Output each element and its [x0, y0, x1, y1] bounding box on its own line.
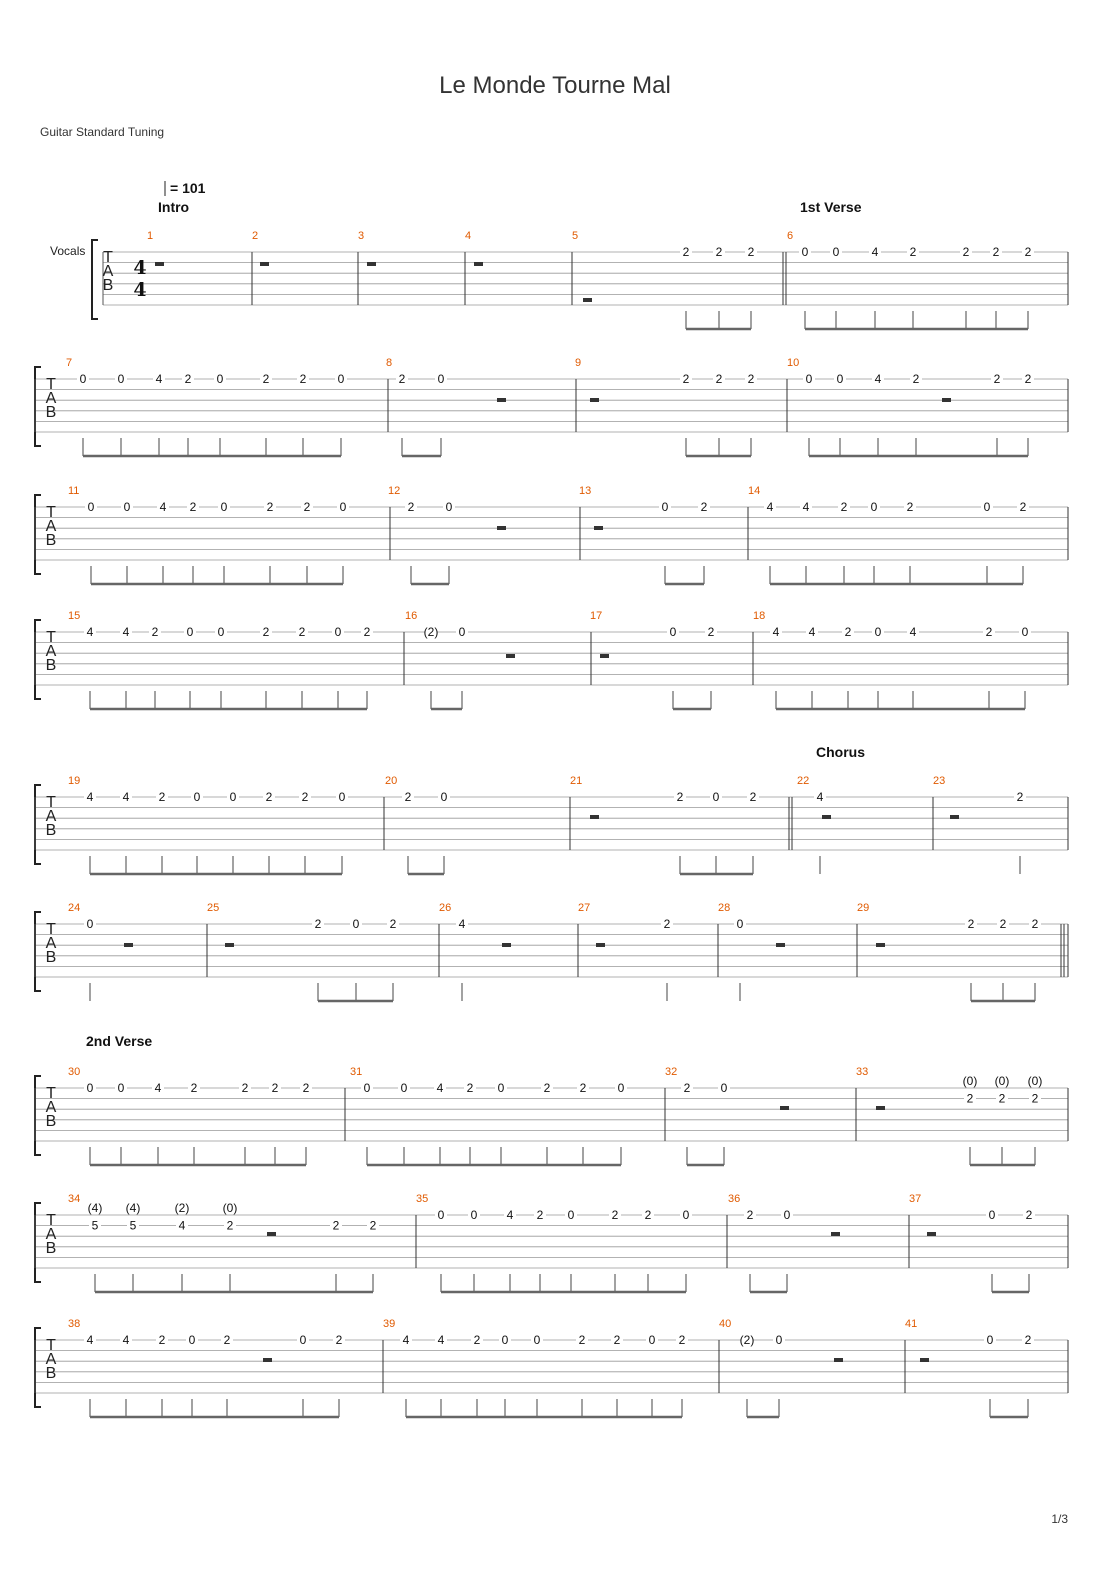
- measure-number: 15: [68, 610, 81, 622]
- time-sig-bottom: 4: [133, 279, 147, 301]
- rest-mark: [920, 1358, 929, 1362]
- rest-mark: [780, 1106, 789, 1110]
- fret-number: 2: [1031, 1091, 1039, 1106]
- fret-number: 0: [299, 1333, 307, 1347]
- rest-mark: [596, 943, 605, 947]
- tab-letter: B: [45, 1240, 57, 1257]
- fret-number: 2: [746, 1208, 754, 1222]
- fret-number: 5: [129, 1218, 137, 1233]
- tab-letter: A: [45, 935, 57, 952]
- tab-letter: T: [46, 794, 56, 811]
- fret-number: 2: [302, 1081, 310, 1095]
- section-label: 1st Verse: [800, 199, 862, 215]
- rest-mark: [834, 1358, 843, 1362]
- fret-number: 0: [440, 790, 448, 804]
- rest-mark: [950, 815, 959, 819]
- measure-number: 28: [718, 902, 731, 914]
- fret-number: 2: [747, 372, 755, 386]
- tab-letter: A: [45, 518, 57, 535]
- measure-number: 12: [388, 485, 401, 497]
- rest-mark: [583, 298, 592, 302]
- fret-number: 0: [87, 500, 95, 514]
- fret-number: 2: [271, 1081, 279, 1095]
- fret-number: 0: [988, 1208, 996, 1222]
- fret-number: 4: [402, 1333, 410, 1347]
- tab-letter: B: [45, 532, 57, 549]
- fret-number: 0: [533, 1333, 541, 1347]
- rest-mark: [502, 943, 511, 947]
- fret-number: 2: [682, 372, 690, 386]
- fret-number: 2: [241, 1081, 249, 1095]
- fret-number: 0: [86, 1081, 94, 1095]
- measure-number: 19: [68, 775, 81, 787]
- fret-number: 2: [966, 1091, 974, 1106]
- fret-number: 0: [870, 500, 878, 514]
- measure-number: 34: [68, 1193, 81, 1205]
- fret-number: (4): [87, 1201, 103, 1215]
- fret-number: 0: [216, 372, 224, 386]
- measure-number: 16: [405, 610, 418, 622]
- rest-mark: [831, 1232, 840, 1236]
- fret-number: 0: [470, 1208, 478, 1222]
- fret-number: 0: [1021, 625, 1029, 639]
- measure-number: 1: [147, 230, 154, 242]
- measure-number: 20: [385, 775, 398, 787]
- fret-number: 2: [314, 917, 322, 931]
- fret-number: (4): [125, 1201, 141, 1215]
- fret-number: 2: [840, 500, 848, 514]
- fret-number: 0: [669, 625, 677, 639]
- fret-number: 2: [298, 625, 306, 639]
- fret-number: 0: [400, 1081, 408, 1095]
- fret-number: 2: [262, 625, 270, 639]
- fret-number: (0): [962, 1074, 978, 1088]
- fret-number: 2: [578, 1333, 586, 1347]
- rest-mark: [600, 654, 609, 658]
- tab-letter: B: [45, 1113, 57, 1130]
- fret-number: 0: [874, 625, 882, 639]
- fret-number: 2: [747, 245, 755, 259]
- rest-mark: [590, 815, 599, 819]
- fret-number: 4: [766, 500, 774, 514]
- fret-number: 0: [229, 790, 237, 804]
- fret-number: 2: [303, 500, 311, 514]
- fret-number: 2: [992, 245, 1000, 259]
- fret-number: 0: [682, 1208, 690, 1222]
- fret-number: 0: [648, 1333, 656, 1347]
- fret-number: 2: [466, 1081, 474, 1095]
- section-label: 2nd Verse: [86, 1033, 153, 1049]
- tab-letter: T: [46, 1212, 56, 1229]
- fret-number: 4: [871, 245, 879, 259]
- fret-number: 2: [700, 500, 708, 514]
- fret-number: 0: [437, 1208, 445, 1222]
- fret-number: 0: [338, 790, 346, 804]
- fret-number: 2: [682, 245, 690, 259]
- measure-number: 32: [665, 1066, 678, 1078]
- fret-number: 2: [906, 500, 914, 514]
- rest-mark: [474, 262, 483, 266]
- tab-letter: T: [46, 504, 56, 521]
- measure-number: 25: [207, 902, 220, 914]
- fret-number: 2: [1016, 790, 1024, 804]
- measure-number: 22: [797, 775, 810, 787]
- fret-number: 0: [720, 1081, 728, 1095]
- fret-number: 4: [808, 625, 816, 639]
- fret-number: 4: [178, 1218, 186, 1233]
- rest-mark: [876, 1106, 885, 1110]
- fret-number: 0: [186, 625, 194, 639]
- rest-mark: [776, 943, 785, 947]
- fret-number: 0: [458, 625, 466, 639]
- rest-mark: [822, 815, 831, 819]
- fret-number: 2: [223, 1333, 231, 1347]
- tab-letter: A: [102, 263, 114, 280]
- measure-number: 29: [857, 902, 870, 914]
- measure-number: 24: [68, 902, 81, 914]
- measure-number: 7: [66, 357, 73, 369]
- fret-number: 0: [117, 372, 125, 386]
- fret-number: 2: [1024, 372, 1032, 386]
- measure-number: 3: [358, 230, 365, 242]
- measure-number: 17: [590, 610, 603, 622]
- fret-number: (2): [423, 625, 439, 639]
- fret-number: 2: [1031, 917, 1039, 931]
- fret-number: 0: [983, 500, 991, 514]
- tab-letter: T: [46, 1337, 56, 1354]
- system-bracket: [92, 240, 98, 319]
- fret-number: 0: [712, 790, 720, 804]
- fret-number: 4: [154, 1081, 162, 1095]
- fret-number: 2: [707, 625, 715, 639]
- fret-number: 2: [404, 790, 412, 804]
- measure-number: 2: [252, 230, 259, 242]
- fret-number: 0: [117, 1081, 125, 1095]
- fret-number: 4: [122, 790, 130, 804]
- fret-number: 2: [301, 790, 309, 804]
- measure-number: 36: [728, 1193, 741, 1205]
- measure-number: 6: [787, 230, 794, 242]
- measure-number: 31: [350, 1066, 363, 1078]
- tab-letter: A: [45, 643, 57, 660]
- fret-number: 2: [676, 790, 684, 804]
- fret-number: 0: [445, 500, 453, 514]
- measure-number: 33: [856, 1066, 869, 1078]
- measure-number: 35: [416, 1193, 429, 1205]
- tab-letter: A: [45, 1351, 57, 1368]
- tab-letter: A: [45, 808, 57, 825]
- fret-number: 2: [1019, 500, 1027, 514]
- tempo-marking: = 101: [170, 180, 206, 196]
- fret-number: 4: [874, 372, 882, 386]
- fret-number: 0: [86, 917, 94, 931]
- fret-number: 0: [188, 1333, 196, 1347]
- fret-number: 2: [998, 1091, 1006, 1106]
- tuning-label: Guitar Standard Tuning: [40, 125, 165, 139]
- measure-number: 23: [933, 775, 946, 787]
- fret-number: 0: [567, 1208, 575, 1222]
- fret-number: 0: [363, 1081, 371, 1095]
- rest-mark: [876, 943, 885, 947]
- page-number: 1/3: [1051, 1512, 1068, 1526]
- fret-number: 4: [437, 1333, 445, 1347]
- fret-number: 0: [805, 372, 813, 386]
- fret-number: 0: [661, 500, 669, 514]
- fret-number: 0: [836, 372, 844, 386]
- fret-number: 2: [749, 790, 757, 804]
- fret-number: 4: [772, 625, 780, 639]
- rest-mark: [927, 1232, 936, 1236]
- song-title: Le Monde Tourne Mal: [439, 72, 671, 99]
- fret-number: 2: [1024, 245, 1032, 259]
- fret-number: 2: [611, 1208, 619, 1222]
- measure-number: 14: [748, 485, 761, 497]
- rest-mark: [506, 654, 515, 658]
- rest-mark: [942, 398, 951, 402]
- tab-letter: A: [45, 390, 57, 407]
- fret-number: 2: [536, 1208, 544, 1222]
- instrument-label: Vocals: [50, 244, 86, 258]
- fret-number: 2: [993, 372, 1001, 386]
- fret-number: 2: [663, 917, 671, 931]
- fret-number: 0: [501, 1333, 509, 1347]
- fret-number: 4: [802, 500, 810, 514]
- measure-number: 8: [386, 357, 393, 369]
- tab-letter: B: [102, 277, 114, 294]
- fret-number: (2): [739, 1333, 755, 1347]
- measure-number: 10: [787, 357, 800, 369]
- tab-letter: B: [45, 1365, 57, 1382]
- fret-number: 2: [715, 245, 723, 259]
- fret-number: 2: [407, 500, 415, 514]
- fret-number: 2: [184, 372, 192, 386]
- rest-mark: [497, 526, 506, 530]
- fret-number: 2: [265, 790, 273, 804]
- fret-number: 2: [266, 500, 274, 514]
- tab-letter: B: [45, 822, 57, 839]
- fret-number: 2: [262, 372, 270, 386]
- tab-letter: A: [45, 1226, 57, 1243]
- tab-letter: T: [46, 629, 56, 646]
- measure-number: 18: [753, 610, 766, 622]
- measure-number: 5: [572, 230, 579, 242]
- fret-number: (0): [222, 1201, 238, 1215]
- tab-letter: B: [45, 949, 57, 966]
- tab-letter: A: [45, 1099, 57, 1116]
- fret-number: 2: [190, 1081, 198, 1095]
- fret-number: 2: [335, 1333, 343, 1347]
- fret-number: 2: [473, 1333, 481, 1347]
- measure-number: 13: [579, 485, 592, 497]
- measure-number: 21: [570, 775, 583, 787]
- fret-number: 0: [79, 372, 87, 386]
- tab-letter: T: [46, 921, 56, 938]
- fret-number: 0: [220, 500, 228, 514]
- measure-number: 27: [578, 902, 591, 914]
- fret-number: 0: [986, 1333, 994, 1347]
- fret-number: 2: [158, 790, 166, 804]
- fret-number: 2: [844, 625, 852, 639]
- fret-number: (0): [994, 1074, 1010, 1088]
- fret-number: 2: [962, 245, 970, 259]
- rest-mark: [263, 1358, 272, 1362]
- fret-number: 2: [909, 245, 917, 259]
- tab-letter: T: [103, 249, 113, 266]
- fret-number: 0: [337, 372, 345, 386]
- fret-number: 2: [613, 1333, 621, 1347]
- fret-number: 2: [389, 917, 397, 931]
- fret-number: 0: [801, 245, 809, 259]
- fret-number: 4: [122, 1333, 130, 1347]
- fret-number: 2: [1024, 1333, 1032, 1347]
- rest-mark: [260, 262, 269, 266]
- time-sig-top: 4: [133, 257, 147, 279]
- measure-number: 38: [68, 1318, 81, 1330]
- fret-number: 4: [86, 1333, 94, 1347]
- measure-number: 9: [575, 357, 582, 369]
- fret-number: 4: [816, 790, 824, 804]
- fret-number: 0: [832, 245, 840, 259]
- fret-number: 0: [339, 500, 347, 514]
- fret-number: 2: [985, 625, 993, 639]
- measure-number: 4: [465, 230, 472, 242]
- fret-number: 0: [123, 500, 131, 514]
- fret-number: 0: [497, 1081, 505, 1095]
- fret-number: 4: [86, 790, 94, 804]
- rest-mark: [124, 943, 133, 947]
- fret-number: 2: [1025, 1208, 1033, 1222]
- section-label: Chorus: [816, 744, 865, 760]
- measure-number: 11: [68, 485, 80, 497]
- tab-letter: T: [46, 376, 56, 393]
- tab-letter: T: [46, 1085, 56, 1102]
- fret-number: 0: [775, 1333, 783, 1347]
- fret-number: 0: [617, 1081, 625, 1095]
- fret-number: 4: [159, 500, 167, 514]
- fret-number: 2: [678, 1333, 686, 1347]
- fret-number: 2: [226, 1218, 234, 1233]
- tab-letter: B: [45, 657, 57, 674]
- rest-mark: [367, 262, 376, 266]
- fret-number: 2: [332, 1218, 340, 1233]
- fret-number: 2: [683, 1081, 691, 1095]
- fret-number: 0: [217, 625, 225, 639]
- fret-number: 4: [506, 1208, 514, 1222]
- fret-number: 2: [369, 1218, 377, 1233]
- fret-number: 4: [909, 625, 917, 639]
- rest-mark: [590, 398, 599, 402]
- fret-number: (0): [1027, 1074, 1043, 1088]
- fret-number: 2: [158, 1333, 166, 1347]
- fret-number: 2: [543, 1081, 551, 1095]
- tab-letter: B: [45, 404, 57, 421]
- fret-number: (2): [174, 1201, 190, 1215]
- fret-number: 2: [644, 1208, 652, 1222]
- measure-number: 37: [909, 1193, 922, 1205]
- fret-number: 0: [783, 1208, 791, 1222]
- fret-number: 4: [458, 917, 466, 931]
- measure-number: 39: [383, 1318, 396, 1330]
- fret-number: 2: [579, 1081, 587, 1095]
- measure-number: 40: [719, 1318, 732, 1330]
- fret-number: 2: [299, 372, 307, 386]
- measure-number: 41: [905, 1318, 918, 1330]
- fret-number: 2: [912, 372, 920, 386]
- fret-number: 0: [352, 917, 360, 931]
- fret-number: 2: [398, 372, 406, 386]
- rest-mark: [155, 262, 164, 266]
- rest-mark: [497, 398, 506, 402]
- fret-number: 0: [736, 917, 744, 931]
- fret-number: 0: [193, 790, 201, 804]
- fret-number: 2: [189, 500, 197, 514]
- fret-number: 4: [436, 1081, 444, 1095]
- fret-number: 2: [715, 372, 723, 386]
- measure-number: 26: [439, 902, 452, 914]
- fret-number: 4: [122, 625, 130, 639]
- rest-mark: [594, 526, 603, 530]
- fret-number: 2: [151, 625, 159, 639]
- fret-number: 2: [967, 917, 975, 931]
- fret-number: 5: [91, 1218, 99, 1233]
- rest-mark: [267, 1232, 276, 1236]
- rest-mark: [225, 943, 234, 947]
- fret-number: 0: [437, 372, 445, 386]
- fret-number: 2: [999, 917, 1007, 931]
- fret-number: 4: [86, 625, 94, 639]
- fret-number: 0: [334, 625, 342, 639]
- measure-number: 30: [68, 1066, 81, 1078]
- section-label: Intro: [158, 199, 190, 215]
- fret-number: 2: [363, 625, 371, 639]
- fret-number: 4: [155, 372, 163, 386]
